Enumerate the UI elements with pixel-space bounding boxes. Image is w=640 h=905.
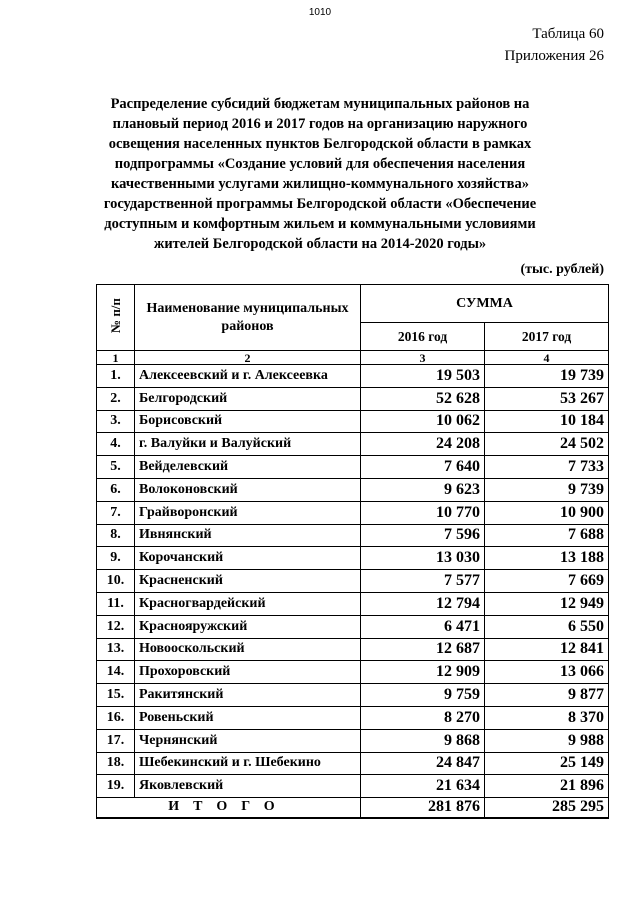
district-name: Алексеевский и г. Алексеевка [135, 365, 361, 388]
district-name: Ровеньский [135, 706, 361, 729]
column-index: 1 [97, 351, 135, 365]
column-index: 2 [135, 351, 361, 365]
amount-2017: 24 502 [485, 433, 609, 456]
total-row [97, 798, 609, 818]
row-number: 10. [97, 570, 135, 593]
header-number [97, 285, 135, 351]
table-row [97, 501, 609, 524]
row-number: 13. [97, 638, 135, 661]
district-name: Краснояружский [135, 615, 361, 638]
header-year-2016: 2016 год [361, 323, 485, 351]
row-number: 14. [97, 661, 135, 684]
table-row [97, 684, 609, 707]
amount-2017: 9 877 [485, 684, 609, 707]
amount-2016: 24 847 [361, 752, 485, 775]
amount-2016: 12 794 [361, 592, 485, 615]
district-name: Красногвардейский [135, 592, 361, 615]
table-row [97, 365, 609, 388]
amount-2017: 7 688 [485, 524, 609, 547]
total-label: ИТОГО [97, 798, 361, 818]
table-row [97, 433, 609, 456]
column-index: 3 [361, 351, 485, 365]
page-number: 1010 [308, 7, 332, 18]
appendix-label: Приложения 26 [504, 48, 604, 64]
amount-2016: 19 503 [361, 365, 485, 388]
table-row [97, 661, 609, 684]
district-name: Чернянский [135, 729, 361, 752]
amount-2017: 25 149 [485, 752, 609, 775]
amount-2017: 21 896 [485, 775, 609, 798]
amount-2017: 19 739 [485, 365, 609, 388]
district-name: г. Валуйки и Валуйский [135, 433, 361, 456]
table-row [97, 524, 609, 547]
amount-2016: 12 909 [361, 661, 485, 684]
district-name: Вейделевский [135, 456, 361, 479]
row-number: 12. [97, 615, 135, 638]
row-number: 16. [97, 706, 135, 729]
amount-2016: 9 623 [361, 478, 485, 501]
amount-2016: 24 208 [361, 433, 485, 456]
table-row [97, 410, 609, 433]
table-row [97, 592, 609, 615]
table-row [97, 547, 609, 570]
district-name: Корочанский [135, 547, 361, 570]
amount-2016: 7 596 [361, 524, 485, 547]
amount-2017: 53 267 [485, 387, 609, 410]
units-label: (тыс. рублей) [520, 262, 604, 277]
row-number: 9. [97, 547, 135, 570]
row-number: 15. [97, 684, 135, 707]
district-name: Волоконовский [135, 478, 361, 501]
row-number: 19. [97, 775, 135, 798]
header-number-label: № п/п [108, 297, 123, 333]
header-district-name: Наименование муниципальных районов [135, 285, 361, 351]
amount-2017: 9 988 [485, 729, 609, 752]
amount-2016: 7 640 [361, 456, 485, 479]
amount-2017: 7 733 [485, 456, 609, 479]
table-row [97, 478, 609, 501]
table-row [97, 570, 609, 593]
district-name: Борисовский [135, 410, 361, 433]
amount-2017: 12 949 [485, 592, 609, 615]
table-row [97, 615, 609, 638]
amount-2016: 7 577 [361, 570, 485, 593]
amount-2017: 7 669 [485, 570, 609, 593]
table-row [97, 387, 609, 410]
amount-2016: 9 759 [361, 684, 485, 707]
district-name: Шебекинский и г. Шебекино [135, 752, 361, 775]
amount-2016: 8 270 [361, 706, 485, 729]
amount-2017: 10 900 [485, 501, 609, 524]
amount-2017: 12 841 [485, 638, 609, 661]
row-number: 11. [97, 592, 135, 615]
column-index: 4 [485, 351, 609, 365]
row-number: 1. [97, 365, 135, 388]
district-name: Новооскольский [135, 638, 361, 661]
amount-2017: 8 370 [485, 706, 609, 729]
row-number: 4. [97, 433, 135, 456]
table-row [97, 456, 609, 479]
district-name: Грайворонский [135, 501, 361, 524]
header-sum: СУММА [361, 285, 609, 323]
amount-2017: 10 184 [485, 410, 609, 433]
total-2017: 285 295 [485, 798, 609, 818]
amount-2017: 13 188 [485, 547, 609, 570]
table-row [97, 775, 609, 798]
table-body [97, 365, 609, 798]
row-number: 18. [97, 752, 135, 775]
row-number: 17. [97, 729, 135, 752]
subsidy-table [96, 284, 609, 819]
row-number: 3. [97, 410, 135, 433]
amount-2016: 10 770 [361, 501, 485, 524]
document-title: Распределение субсидий бюджетам муниципальных районов на плановый период 2016 и 2017 годов на организацию наружного освещения населенных пунктов Белгородской области в рамках подпрограммы «Создание условий для обеспечения населения качественными услугами жилищно-коммунального хозяйства» государственной программы Белгородской области «Обеспечение доступным и комфортным жильем и коммунальными условиями жителей Белгородской области на 2014-2020 годы» [103, 96, 537, 252]
district-name: Белгородский [135, 387, 361, 410]
table-row [97, 752, 609, 775]
header-year-2017: 2017 год [485, 323, 609, 351]
district-name: Красненский [135, 570, 361, 593]
table-row [97, 729, 609, 752]
row-number: 8. [97, 524, 135, 547]
amount-2016: 52 628 [361, 387, 485, 410]
amount-2016: 12 687 [361, 638, 485, 661]
amount-2017: 13 066 [485, 661, 609, 684]
district-name: Прохоровский [135, 661, 361, 684]
row-number: 7. [97, 501, 135, 524]
table-row [97, 638, 609, 661]
total-2016: 281 876 [361, 798, 485, 818]
district-name: Ивнянский [135, 524, 361, 547]
amount-2017: 6 550 [485, 615, 609, 638]
district-name: Яковлевский [135, 775, 361, 798]
row-number: 2. [97, 387, 135, 410]
amount-2016: 21 634 [361, 775, 485, 798]
amount-2016: 6 471 [361, 615, 485, 638]
district-name: Ракитянский [135, 684, 361, 707]
amount-2017: 9 739 [485, 478, 609, 501]
table-label: Таблица 60 [532, 26, 604, 42]
row-number: 6. [97, 478, 135, 501]
table-row [97, 706, 609, 729]
amount-2016: 10 062 [361, 410, 485, 433]
amount-2016: 13 030 [361, 547, 485, 570]
amount-2016: 9 868 [361, 729, 485, 752]
row-number: 5. [97, 456, 135, 479]
